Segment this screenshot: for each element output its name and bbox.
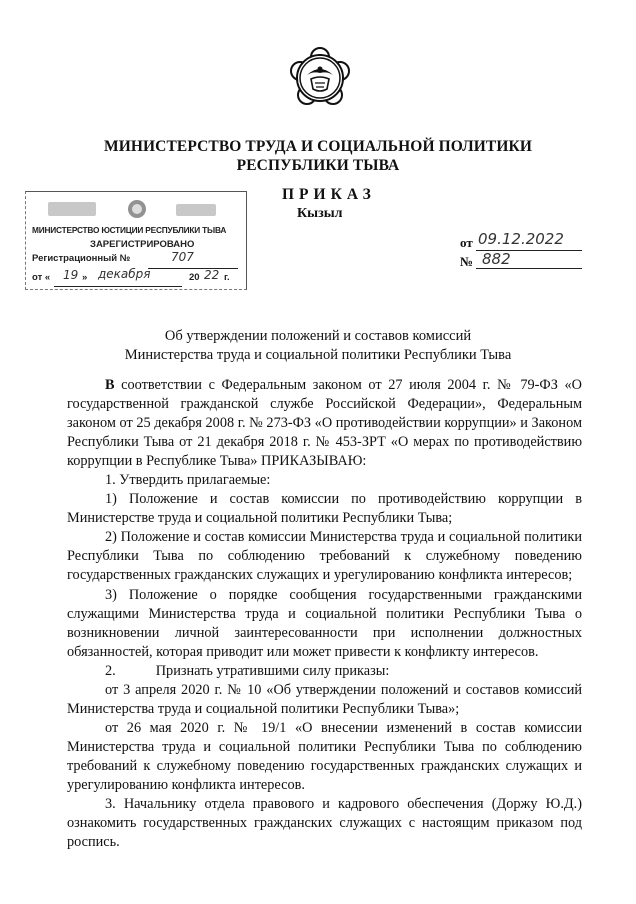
stamp-date-suffix: г. [224,272,230,283]
preamble-text: соответствии с Федеральным законом от 27 июля 2004 г. № 79-ФЗ «О государственной гражданской службе Российской Федерации», Федеральным законом от 25 декабря 2008 г. № 273-ФЗ «О противодействии коррупции» и Законом Республики Тыва от 21 декабря 2018 г. № 453-ЗРТ «О мерах по противодействию коррупции в Республике Тыва» [67,377,582,470]
item-2-2: от 26 мая 2020 г. № 19/1 «О внесении изменений в состав комиссии Министерства труда и социальной политики Республики Тыва по соблюдению требований к служебному поведению государственных гражданских служащих и урегулированию конфликта интересов. [67,719,582,793]
title-line-2: Министерства труда и социальной политики Республики Тыва [124,347,512,363]
stamp-date-prefix: от « [32,272,51,283]
item-2 [67,662,582,681]
item-2-number: 2. [105,662,116,679]
stamp-reg-number: 707 [171,250,194,264]
stamp-date-month: декабря [98,267,151,281]
date-underline [54,286,182,287]
tuva-coat-of-arms-icon [287,45,353,111]
document-body [67,376,582,852]
item-1-1: 1) Положение и состав комиссии по противодействию коррупции в Министерстве труда и социальной политики Республики Тыва; [67,491,582,527]
reg-number-underline [148,268,238,269]
document-title [0,327,636,365]
ministry-line-2: РЕСПУБЛИКИ ТЫВА [236,157,400,174]
item-1-3: 3) Положение о порядке сообщения государственными гражданскими служащими Министерства труда и социальной политики Республики Тыва о возникновении личной заинтересованности при исполнении должностных обязанностей, которая приводит или может привести к конфликту интересов. [67,586,582,660]
order-date-label: от [460,235,473,250]
preamble-order-word: ПРИКАЗЫВАЮ: [261,453,367,470]
item-1-2: 2) Положение и состав комиссии Министерства труда и социальной политики Республики Тыва по соблюдению требований к служебному поведению государственных гражданских служащих и урегулированию конфликта интересов; [67,529,582,584]
coat-of-arms-stamp-icon [126,198,148,220]
order-number-label: № [460,254,474,269]
order-number-underline [476,268,582,269]
title-line-1: Об утверждении положений и составов комиссий [164,328,472,344]
order-date-value: 09.12.2022 [478,230,564,248]
preamble-lead: В [105,377,115,393]
preamble-paragraph [67,376,582,471]
stamp-date-day: 19 [63,268,79,282]
order-title: ПРИКАЗ [282,186,376,203]
item-2-text: Признать утратившими силу приказы: [155,662,390,679]
order-city: Кызыл [297,206,343,221]
stamp-smudge [48,202,96,216]
registration-stamp [25,191,247,290]
item-3: 3. Начальнику отдела правового и кадрового обеспечения (Доржу Ю.Д.) ознакомить государственных гражданских служащих с настоящим приказом под роспись. [67,796,582,851]
stamp-ministry: МИНИСТЕРСТВО ЮСТИЦИИ РЕСПУБЛИКИ ТЫВА [32,225,227,235]
item-2-1: от 3 апреля 2020 г. № 10 «Об утверждении положений и составов комиссий Министерства труда и социальной политики Республики Тыва»; [67,681,582,717]
stamp-registered: ЗАРЕГИСТРИРОВАНО [90,239,195,250]
order-number-value: 882 [482,250,511,268]
stamp-smudge [176,204,216,216]
stamp-date-year-prefix: 20 [189,272,200,283]
item-1: 1. Утвердить прилагаемые: [105,472,271,489]
ministry-line-1: МИНИСТЕРСТВО ТРУДА И СОЦИАЛЬНОЙ ПОЛИТИКИ [103,138,533,155]
ministry-name [0,137,636,175]
stamp-date-mid: » [82,272,88,283]
stamp-date-year: 22 [204,268,220,282]
stamp-reg-label: Регистрационный № [32,253,131,264]
